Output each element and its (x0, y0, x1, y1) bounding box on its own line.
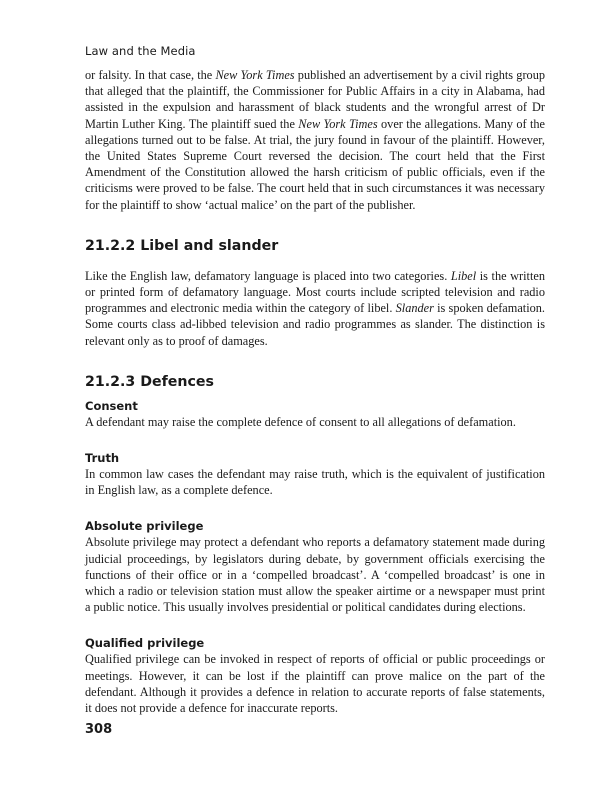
intro-nyt-italic-2: New York Times (298, 116, 378, 131)
subheading-qualified-privilege: Qualified privilege (85, 636, 205, 651)
libel-text-part1: Like the English law, defamatory language is placed into two categories. (85, 268, 451, 283)
libel-slander-paragraph (85, 268, 545, 349)
subsection-consent (85, 398, 545, 430)
subheading-truth: Truth (85, 451, 120, 466)
intro-text-part2: published an advertisement by a civil rights group that alleged that the plaintiff, the Commissioner for Public Affairs in a city in Alabama, had assisted in the expulsion and harassment of black students and the wrongful arrest of Dr Martin Luther King. The plaintiff sued the (85, 68, 545, 131)
running-head: Law and the Media (85, 44, 196, 58)
section-heading-defences: 21.2.3 Defences (85, 373, 214, 390)
subheading-consent: Consent (85, 398, 138, 413)
section-heading-libel-slander: 21.2.2 Libel and slander (85, 237, 279, 254)
subheading-absolute-privilege: Absolute privilege (85, 519, 204, 534)
intro-nyt-italic-1: New York Times (215, 68, 295, 82)
qualified-privilege-paragraph: Qualified privilege can be invoked in respect of reports of official or public proceedings or meetings. However, it can be lost if the plaintiff can prove malice on the part of the defendant. Although it provides a defence in relation to accurate reports of false statements, it does not provide a defence for inaccurate reports. (85, 652, 545, 716)
slander-term: Slander (395, 301, 434, 316)
page-content (85, 67, 545, 716)
libel-term: Libel (450, 268, 477, 283)
subsection-absolute-privilege (85, 518, 545, 615)
truth-paragraph: In common law cases the defendant may raise truth, which is the equivalent of justification in English law, as a complete defence. (85, 467, 545, 498)
intro-text-part1: or falsity. In that case, the (85, 68, 216, 82)
absolute-privilege-paragraph: Absolute privilege may protect a defendant who reports a defamatory statement made during judicial proceedings, by legislators during debate, by government officials exercising the functions of their office or in a ‘compelled broadcast’. A ‘compelled broadcast’ is one in which a radio or television station must allow the speaker airtime or a newspaper must print a public notice. This usually involves presidential or political candidates during elections. (85, 535, 545, 615)
intro-paragraph (85, 67, 545, 213)
page-number: 308 (85, 722, 113, 737)
libel-text-part2: is the written or printed form of defamatory language. Most courts include scripted television and radio programmes and electronic media within the category of libel. (85, 268, 545, 316)
subsection-qualified-privilege (85, 635, 545, 716)
intro-text-part3: over the allegations. Many of the allegations turned out to be false. At trial, the jury found in favour of the plaintiff. However, the United States Supreme Court reversed the decision. The court held that the First Amendment of the Constitution allowed the harsh criticism of public officials, even if the criticisms were proved to be false. The court held that in such circumstances it was necessary for the plaintiff to show ‘actual malice’ on the part of the publisher. (85, 116, 546, 212)
libel-text-part3: is spoken defamation. Some courts class ad-libbed television and radio programmes as slander. The distinction is relevant only as to proof of damages. (85, 301, 545, 348)
subsection-truth (85, 450, 545, 498)
consent-paragraph: A defendant may raise the complete defence of consent to all allegations of defamation. (85, 414, 516, 429)
